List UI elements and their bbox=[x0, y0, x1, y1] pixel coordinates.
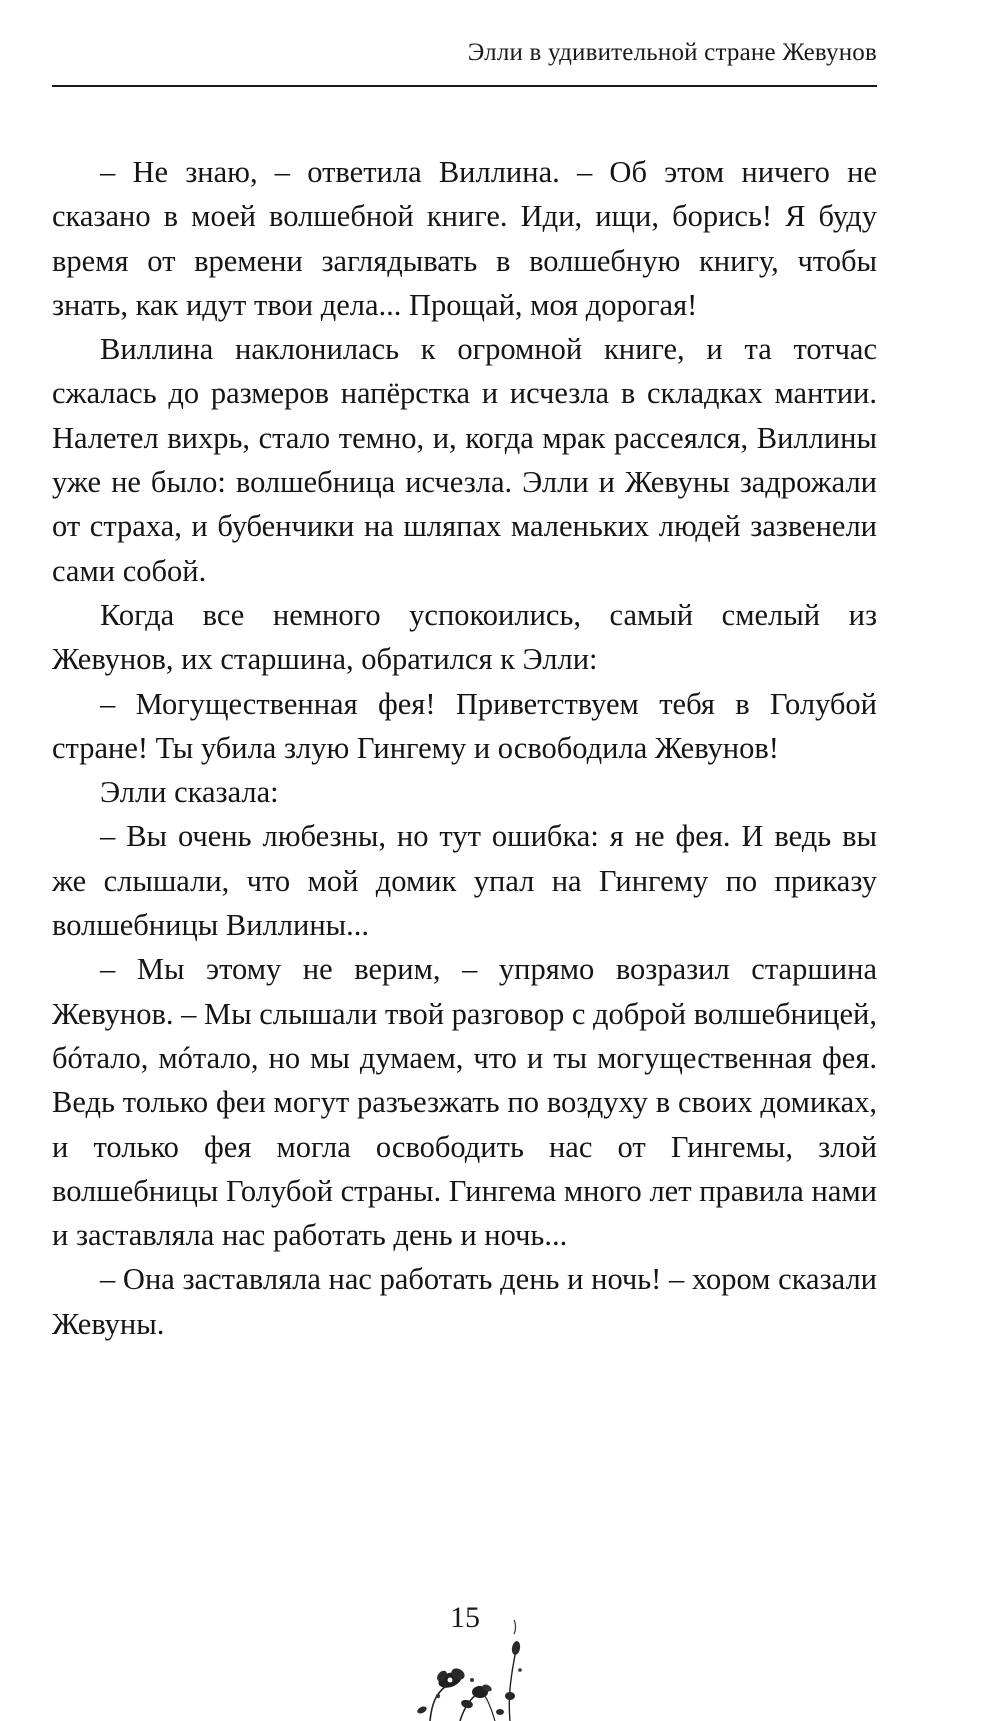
paragraph: Когда все немного успокоились, самый смелый из Жевунов, их старшина, обратился к Элли: bbox=[52, 597, 877, 677]
body-text bbox=[52, 150, 877, 1346]
page-number: 15 bbox=[450, 1601, 480, 1634]
paragraph: – Не знаю, – ответила Виллина. – Об этом ничего не сказано в моей волшебной книге. Иди, ищи, борись! Я буду время от времени заглядывать в волшебную книгу, чтобы знать, как идут твои дела... Прощай, моя дорогая! bbox=[52, 155, 877, 322]
paragraph: Виллина наклонилась к огромной книге, и та тотчас сжалась до размеров напёрстка и исчезла в складках мантии. Налетел вихрь, стало темно, и, когда мрак рассеялся, Виллины уже не было: волшебница исчезла. Элли и Жевуны задрожали от страха, и бубенчики на шляпах маленьких людей зазвенели сами собой. bbox=[52, 332, 877, 588]
flower-ornament-icon bbox=[360, 1600, 560, 1721]
paragraph: – Вы очень любезны, но тут ошибка: я не фея. И ведь вы же слышали, что мой домик упал на Гингему по приказу волшебницы Виллины... bbox=[52, 819, 877, 943]
paragraph: – Могущественная фея! Приветствуем тебя в Голубой стране! Ты убила злую Гингему и освободила Жевунов! bbox=[52, 686, 877, 765]
paragraph: – Она заставляла нас работать день и ночь! – хором сказали Жевуны. bbox=[52, 1262, 877, 1341]
header-divider bbox=[52, 85, 877, 87]
paragraph: Элли сказала: bbox=[100, 775, 279, 810]
paragraph: – Мы этому не верим, – упрямо возразил старшина Жевунов. – Мы слышали твой разговор с доброй волшебницей, бóтало, мóтало, но мы думаем, что и ты могущественная фея. Ведь только феи могут разъезжать по воздуху в своих домиках, и только фея могла освободить нас от Гингемы, злой волшебницы Голубой страны. Гингема много лет правила нами и заставляла нас работать день и ночь... bbox=[52, 952, 877, 1253]
running-header-title: Элли в удивительной стране Жевунов bbox=[467, 39, 877, 66]
